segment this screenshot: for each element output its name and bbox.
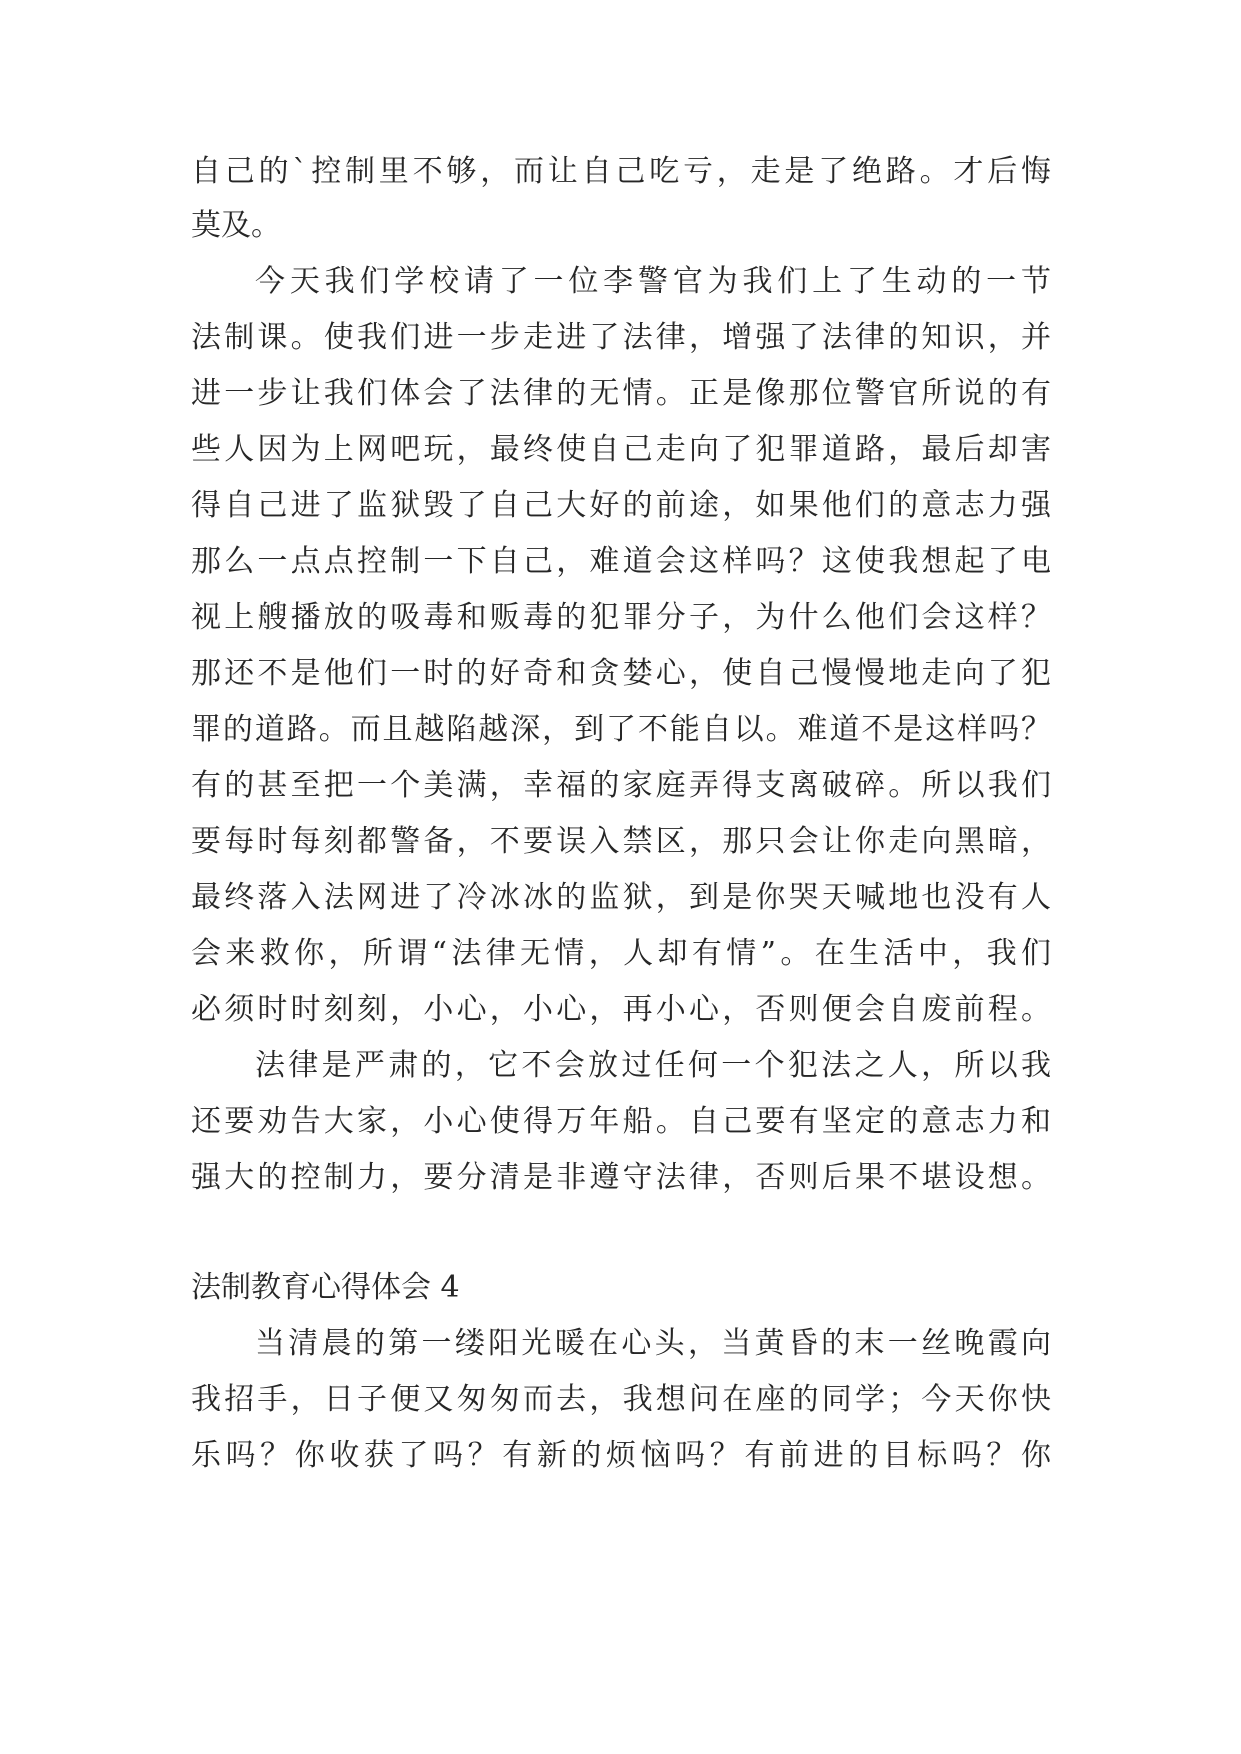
text-line: 当清晨的第一缕阳光暖在心头，当黄昏的末一丝晚霞向 (255, 1326, 1051, 1361)
text-line: 法律是严肃的，它不会放过任何一个犯法之人，所以我 (255, 1048, 1051, 1083)
text-line: 还要劝告大家，小心使得万年船。自己要有坚定的意志力和 (191, 1104, 1051, 1139)
text-line: 那还不是他们一时的好奇和贪婪心，使自己慢慢地走向了犯 (191, 656, 1051, 691)
text-line: 得自己进了监狱毁了自己大好的前途，如果他们的意志力强 (191, 488, 1051, 523)
text-line: 些人因为上网吧玩，最终使自己走向了犯罪道路，最后却害 (191, 432, 1051, 467)
text-line: 法制课。使我们进一步走进了法律，增强了法律的知识，并 (191, 320, 1051, 355)
section-heading: 法制教育心得体会 4 (191, 1270, 460, 1305)
text-line: 自己的`控制里不够，而让自己吃亏，走是了绝路。才后悔 (191, 154, 1051, 189)
text-line: 那么一点点控制一下自己，难道会这样吗？这使我想起了电 (191, 544, 1051, 579)
text-line: 我招手，日子便又匆匆而去，我想问在座的同学；今天你快 (191, 1382, 1051, 1417)
text-line: 乐吗？你收获了吗？有新的烦恼吗？有前进的目标吗？你 (191, 1438, 1051, 1473)
text-line: 会来救你，所谓“法律无情，人却有情”。在生活中，我们 (191, 936, 1051, 971)
text-line: 强大的控制力，要分清是非遵守法律，否则后果不堪设想。 (191, 1160, 1051, 1195)
text-line: 今天我们学校请了一位李警官为我们上了生动的一节 (255, 264, 1051, 299)
text-line: 要每时每刻都警备，不要误入禁区，那只会让你走向黑暗， (191, 824, 1051, 859)
text-line: 莫及。 (191, 208, 281, 243)
text-line: 有的甚至把一个美满，幸福的家庭弄得支离破碎。所以我们 (191, 768, 1051, 803)
text-line: 必须时时刻刻，小心，小心，再小心，否则便会自废前程。 (191, 992, 1051, 1027)
text-line: 罪的道路。而且越陷越深，到了不能自以。难道不是这样吗？ (191, 712, 1051, 747)
text-line: 最终落入法网进了冷冰冰的监狱，到是你哭天喊地也没有人 (191, 880, 1051, 915)
text-line: 视上艘播放的吸毒和贩毒的犯罪分子，为什么他们会这样？ (191, 600, 1051, 635)
text-line: 进一步让我们体会了法律的无情。正是像那位警官所说的有 (191, 376, 1051, 411)
